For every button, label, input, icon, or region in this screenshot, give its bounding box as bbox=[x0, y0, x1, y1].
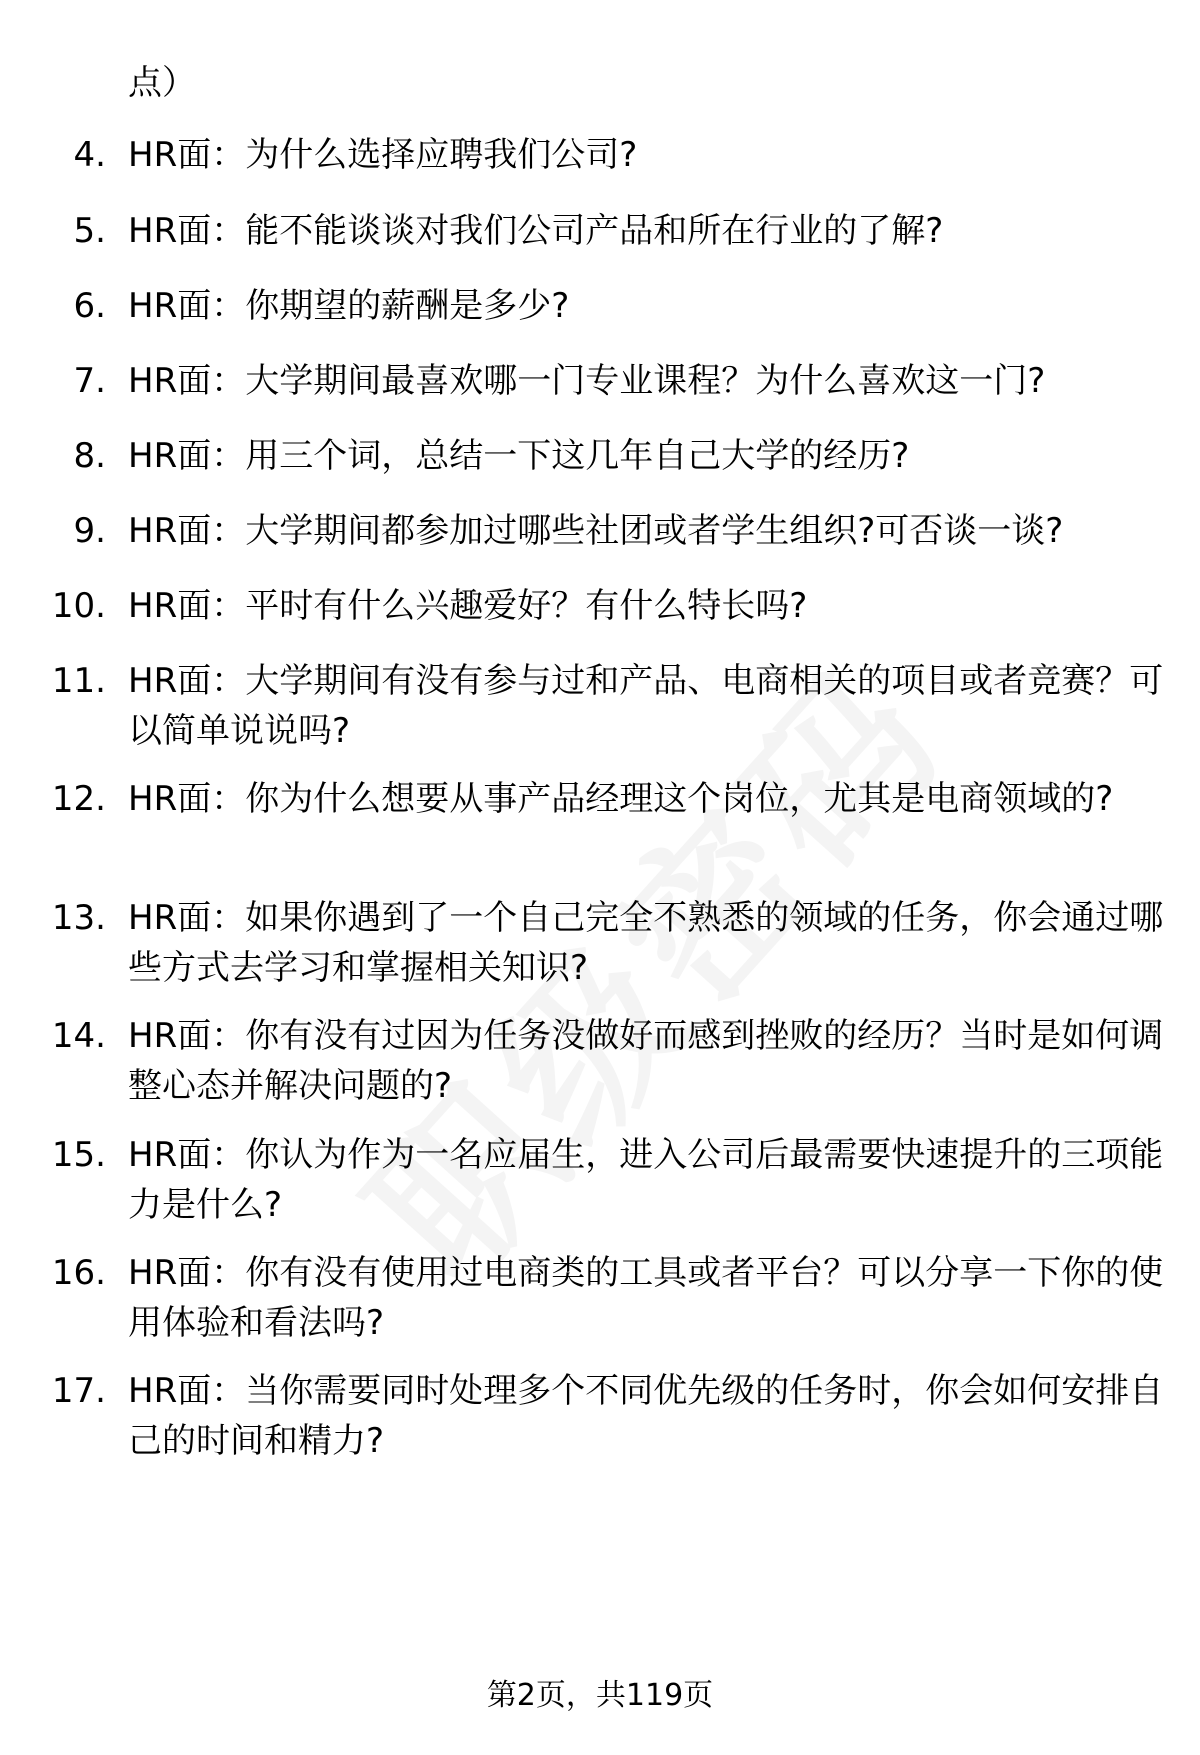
list-item-text: HR面：如果你遇到了一个自己完全不熟悉的领域的任务，你会通过哪些方式去学习和掌握相关知识? bbox=[128, 898, 1164, 988]
list-item-text: HR面：你期望的薪酬是多少? bbox=[128, 286, 570, 326]
list-item-number: 10. bbox=[51, 586, 106, 626]
list-item-text: HR面：为什么选择应聘我们公司? bbox=[128, 135, 638, 175]
list-item-text: HR面：当你需要同时处理多个不同优先级的任务时，你会如何安排自己的时间和精力? bbox=[128, 1371, 1164, 1461]
list-item-number: 6. bbox=[73, 286, 106, 326]
list-item-text: HR面：你为什么想要从事产品经理这个岗位，尤其是电商领域的? bbox=[128, 779, 1114, 819]
list-item-number: 4. bbox=[73, 135, 106, 175]
page-footer: 第2页，共119页 bbox=[486, 1678, 714, 1713]
list-item-number: 15. bbox=[51, 1135, 106, 1175]
list-item-number: 8. bbox=[73, 436, 106, 476]
list-item-text: HR面：能不能谈谈对我们公司产品和所在行业的了解? bbox=[128, 211, 944, 251]
list-item-text: HR面：你认为作为一名应届生，进入公司后最需要快速提升的三项能力是什么? bbox=[128, 1135, 1164, 1225]
list-item-text: HR面：用三个词，总结一下这几年自己大学的经历? bbox=[128, 436, 910, 476]
list-item-number: 12. bbox=[51, 779, 106, 819]
list-item-text: HR面：你有没有过因为任务没做好而感到挫败的经历？当时是如何调整心态并解决问题的? bbox=[128, 1016, 1164, 1106]
list-item-number: 5. bbox=[73, 211, 106, 251]
list-item-number: 13. bbox=[51, 898, 106, 938]
list-item-number: 9. bbox=[73, 511, 106, 551]
list-item-text: HR面：你有没有使用过电商类的工具或者平台？可以分享一下你的使用体验和看法吗? bbox=[128, 1253, 1164, 1343]
list-item-text: HR面：平时有什么兴趣爱好？有什么特长吗? bbox=[128, 586, 808, 626]
list-item-text: HR面：大学期间有没有参与过和产品、电商相关的项目或者竞赛？可以简单说说吗? bbox=[128, 661, 1164, 751]
list-item-number: 14. bbox=[51, 1016, 106, 1056]
list-item-number: 11. bbox=[51, 661, 106, 701]
continuation-text: 点） bbox=[128, 63, 196, 103]
list-item-number: 7. bbox=[73, 361, 106, 401]
list-item-text: HR面：大学期间都参加过哪些社团或者学生组织?可否谈一谈? bbox=[128, 511, 1064, 551]
list-item-number: 16. bbox=[51, 1253, 106, 1293]
list-item-text: HR面：大学期间最喜欢哪一门专业课程？为什么喜欢这一门? bbox=[128, 361, 1046, 401]
list-item-number: 17. bbox=[51, 1371, 106, 1411]
